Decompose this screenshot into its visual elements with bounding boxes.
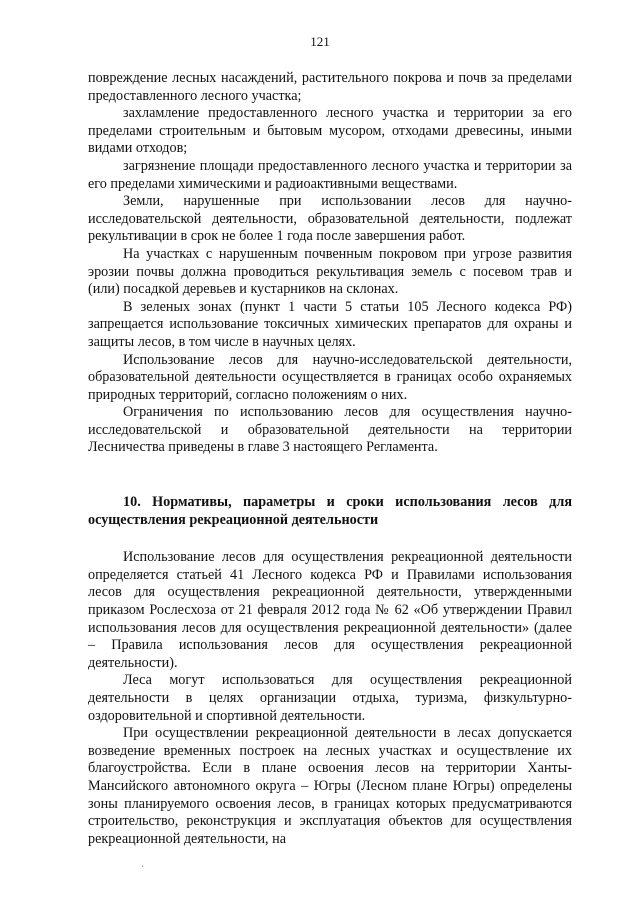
body-paragraph: Использование лесов для научно-исследовательской деятельности, образовательной деятельности осуществляется в границах особо охраняемых природных территорий, согласно положениям о них.	[88, 351, 572, 403]
body-paragraph: повреждение лесных насаждений, растительного покрова и почв за пределами предоставленного лесного участка;	[88, 70, 572, 104]
body-paragraph: Использование лесов для осуществления рекреационной деятельности определяется статьей 41 Лесного кодекса РФ и Правилами использования лесов для осуществления рекреационной деятельности, утвержденными приказом Рослесхоза от 21 февраля 2012 года № 62 «Об утверждении Правил использования лесов для осуществления рекреационной деятельности» (далее – Правила использования лесов для осуществления рекреационной деятельности).	[88, 549, 572, 671]
body-paragraph: загрязнение площади предоставленного лесного участка и территории за его пределами химическими и радиоактивными веществами.	[88, 157, 572, 192]
scan-speck: ·	[141, 862, 145, 873]
body-paragraph: захламление предоставленного лесного участка и территории за его пределами строительным и бытовым мусором, отходами древесины, иными видами отходов;	[88, 105, 572, 157]
body-paragraph: При осуществлении рекреационной деятельности в лесах допускается возведение временных построек на лесных участках и осуществление их благоустройства. Если в плане освоения лесов на территории Ханты-Мансийского автономного округа – Югры (Лесном плане Югры) определены зоны планируемого освоения лесов, в границах которых предусматриваются строительство, реконструкция и эксплуатация объектов для осуществления рекреационной деятельности, на	[88, 725, 572, 847]
body-paragraph: Ограничения по использованию лесов для осуществления научно-исследовательской и образовательной деятельности на территории Лесничества приведены в главе 3 настоящего Регламента.	[88, 404, 572, 456]
body-paragraph: Леса могут использоваться для осуществления рекреационной деятельности в целях организации отдыха, туризма, физкультурно-оздоровительной и спортивной деятельности.	[88, 672, 572, 724]
paragraphs-before-section	[88, 70, 572, 457]
page-content	[88, 70, 572, 848]
page-number: 121	[310, 34, 330, 49]
body-paragraph: На участках с нарушенным почвенным покровом при угрозе развития эрозии почвы должна проводиться рекультивация земель с посевом трав и (или) посадкой деревьев и кустарников на склонах.	[88, 245, 572, 298]
body-paragraph: В зеленых зонах (пункт 1 части 5 статьи 105 Лесного кодекса РФ) запрещается использование токсичных химических препаратов для охраны и защиты лесов, в том числе в научных целях.	[88, 298, 572, 350]
body-paragraph: Земли, нарушенные при использовании лесов для научно-исследовательской деятельности, образовательной деятельности, подлежат рекультивации в срок не более 1 года после завершения работ.	[88, 193, 572, 245]
section-heading: 10. Нормативы, параметры и сроки использования лесов для осуществления рекреационной деятельности	[88, 494, 572, 528]
paragraphs-after-section	[88, 549, 572, 848]
